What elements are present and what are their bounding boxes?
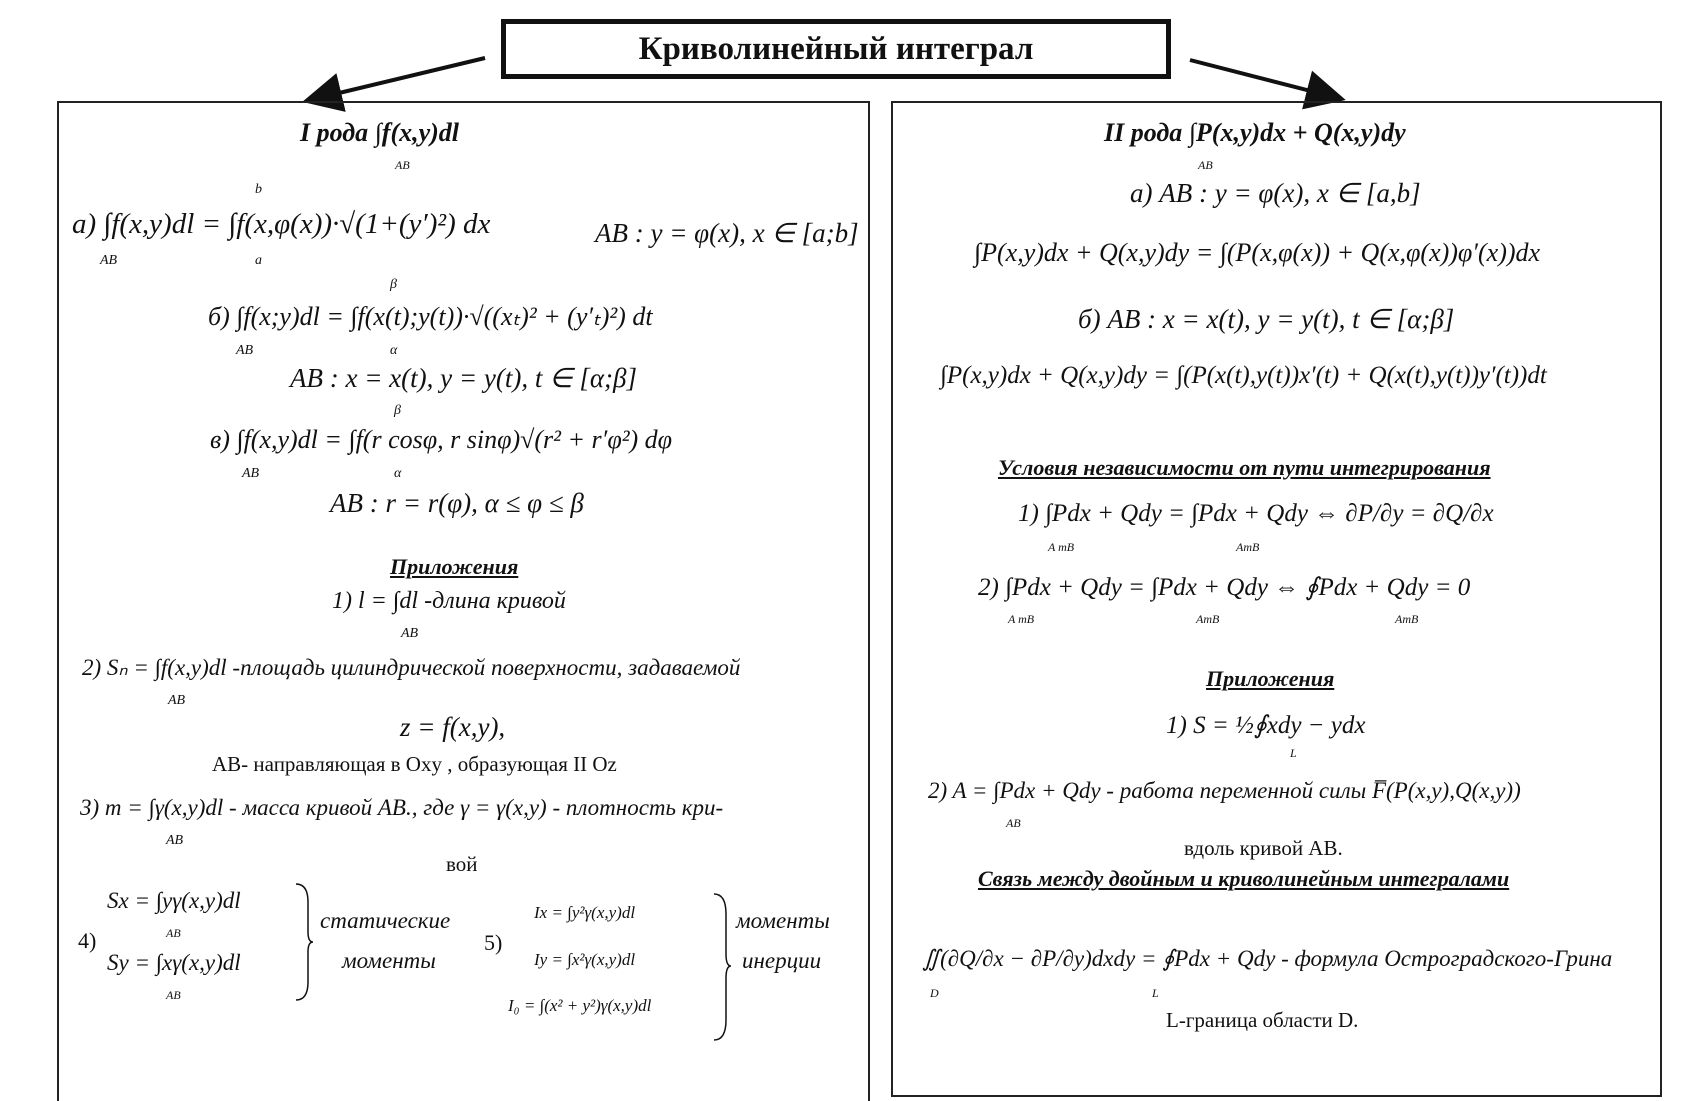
- left-app-2-note: AB- направляющая в Oxy , образующая II Oz: [212, 752, 617, 776]
- page-title: Криволинейный интеграл: [501, 19, 1171, 79]
- left-app-2: 2) Sₙ = ∫f(x,y)dl -площадь цилиндрической поверхности, задаваемой: [82, 655, 741, 680]
- left-app-2-sub: AB: [168, 693, 186, 708]
- left-domain-a: AB : y = φ(x), x ∈ [a;b]: [595, 218, 859, 248]
- right-app-1: 1) S = ½∮xdy − ydx: [1166, 712, 1366, 739]
- left-app-3-sub: AB: [166, 833, 184, 848]
- right-app-2-sub: AB: [1006, 816, 1021, 830]
- right-formula-b: ∫P(x,y)dx + Q(x,y)dy = ∫(P(x(t),y(t))x′(t) + Q(x(t),y(t))y′(t))dt: [940, 362, 1547, 389]
- left-app-3: 3) m = ∫γ(x,y)dl - масса кривой AB., где γ = γ(x,y) - плотность кри-: [80, 795, 724, 820]
- right-green-note: L-граница области D.: [1166, 1008, 1359, 1032]
- left-formula-a-lower: a: [255, 253, 262, 268]
- left-app-5-ix: Ix = ∫y²γ(x,y)dl: [534, 903, 636, 922]
- left-formula-b: б) ∫f(x;y)dl = ∫f(x(t);y(t))·√((xₜ)² + (y′ₜ)²) dt: [208, 302, 653, 331]
- right-independence-1-sub-2: AmB: [1236, 540, 1260, 554]
- left-formula-c-lower: α: [394, 466, 402, 481]
- right-green-heading: Связь между двойным и криволинейным интегралами: [978, 866, 1510, 891]
- left-app-4-desc-1: статические: [320, 908, 451, 933]
- left-domain-b: AB : x = x(t), y = y(t), t ∈ [α;β]: [290, 363, 637, 393]
- left-app-5-desc-1: моменты: [736, 908, 830, 933]
- left-app-4-desc-2: моменты: [342, 948, 436, 973]
- left-app-5-desc-2: инерции: [742, 948, 822, 973]
- left-app-5-label: 5): [484, 930, 503, 955]
- left-app-4-sx: Sx = ∫yγ(x,y)dl: [107, 888, 241, 913]
- left-formula-a: а) ∫f(x,y)dl = ∫f(x,φ(x))·√(1+(y′)²) dx: [72, 208, 491, 240]
- left-domain-c: AB : r = r(φ), α ≤ φ ≤ β: [330, 488, 584, 518]
- right-green-sub-d: D: [930, 986, 939, 1000]
- left-heading: I рода ∫f(x,y)dl: [300, 118, 460, 147]
- right-independence-1: 1) ∫Pdx + Qdy = ∫Pdx + Qdy ⇔ ∂P/∂y = ∂Q/∂x: [1018, 500, 1494, 527]
- left-formula-c: в) ∫f(x,y)dl = ∫f(r cosφ, r sinφ)√(r² + r′φ²) dφ: [210, 425, 673, 454]
- left-app-4-sx-sub: AB: [166, 926, 181, 940]
- right-app-2-cont: вдоль кривой AB.: [1184, 836, 1343, 860]
- right-applications-heading: Приложения: [1206, 666, 1335, 691]
- left-formula-b-lower: α: [390, 343, 398, 358]
- right-heading: II рода ∫P(x,y)dx + Q(x,y)dy: [1104, 118, 1406, 147]
- arrow-right: [1190, 60, 1338, 98]
- right-green-sub-l: L: [1152, 986, 1159, 1000]
- left-formula-a-upper: b: [255, 182, 262, 197]
- left-app-4-brace: [294, 882, 314, 1002]
- right-independence-2-sub-3: AmB: [1395, 612, 1419, 626]
- left-app-5-brace: [712, 892, 732, 1042]
- right-independence-2-sub-1: A mB: [1008, 612, 1035, 626]
- arrow-left: [310, 58, 485, 100]
- left-heading-sub: AB: [395, 158, 410, 172]
- left-formula-b-upper: β: [390, 277, 397, 292]
- right-independence-2: 2) ∫Pdx + Qdy = ∫Pdx + Qdy ⇔ ∮Pdx + Qdy = 0: [978, 574, 1471, 601]
- left-formula-a-sub: AB: [100, 253, 118, 268]
- right-app-2: 2) A = ∫Pdx + Qdy - работа переменной силы F̅(P(x,y),Q(x,y)): [928, 778, 1521, 803]
- left-applications-heading: Приложения: [390, 554, 519, 579]
- left-formula-c-sub: AB: [242, 466, 260, 481]
- right-green-formula: ∬(∂Q/∂x − ∂P/∂y)dxdy = ∮Pdx + Qdy - формула Остроградского-Грина: [922, 946, 1613, 971]
- left-app-5-i0: I₀ = ∫(x² + y²)γ(x,y)dl: [508, 996, 652, 1015]
- left-app-4-sy: Sy = ∫xγ(x,y)dl: [107, 950, 241, 975]
- right-independence-heading: Условия независимости от пути интегрирования: [998, 455, 1491, 480]
- left-app-4-label: 4): [78, 928, 97, 953]
- left-app-3-cont: вой: [446, 852, 478, 876]
- right-heading-sub: AB: [1198, 158, 1213, 172]
- right-app-1-sub: L: [1290, 746, 1297, 760]
- right-independence-2-sub-2: AmB: [1196, 612, 1220, 626]
- right-independence-1-sub-1: A mB: [1048, 540, 1075, 554]
- right-formula-b-domain: б) AB : x = x(t), y = y(t), t ∈ [α;β]: [1078, 304, 1455, 334]
- left-app-5-iy: Iy = ∫x²γ(x,y)dl: [534, 950, 636, 969]
- right-formula-a-domain: а) AB : y = φ(x), x ∈ [a,b]: [1130, 178, 1421, 208]
- left-app-1: 1) l = ∫dl -длина кривой: [332, 588, 566, 614]
- left-formula-c-upper: β: [394, 403, 401, 418]
- left-app-2-eq: z = f(x,y),: [400, 712, 506, 742]
- left-app-4-sy-sub: AB: [166, 988, 181, 1002]
- left-formula-b-sub: AB: [236, 343, 254, 358]
- right-formula-a: ∫P(x,y)dx + Q(x,y)dy = ∫(P(x,φ(x)) + Q(x,φ(x))φ′(x))dx: [974, 238, 1541, 267]
- left-app-1-sub: AB: [401, 626, 419, 641]
